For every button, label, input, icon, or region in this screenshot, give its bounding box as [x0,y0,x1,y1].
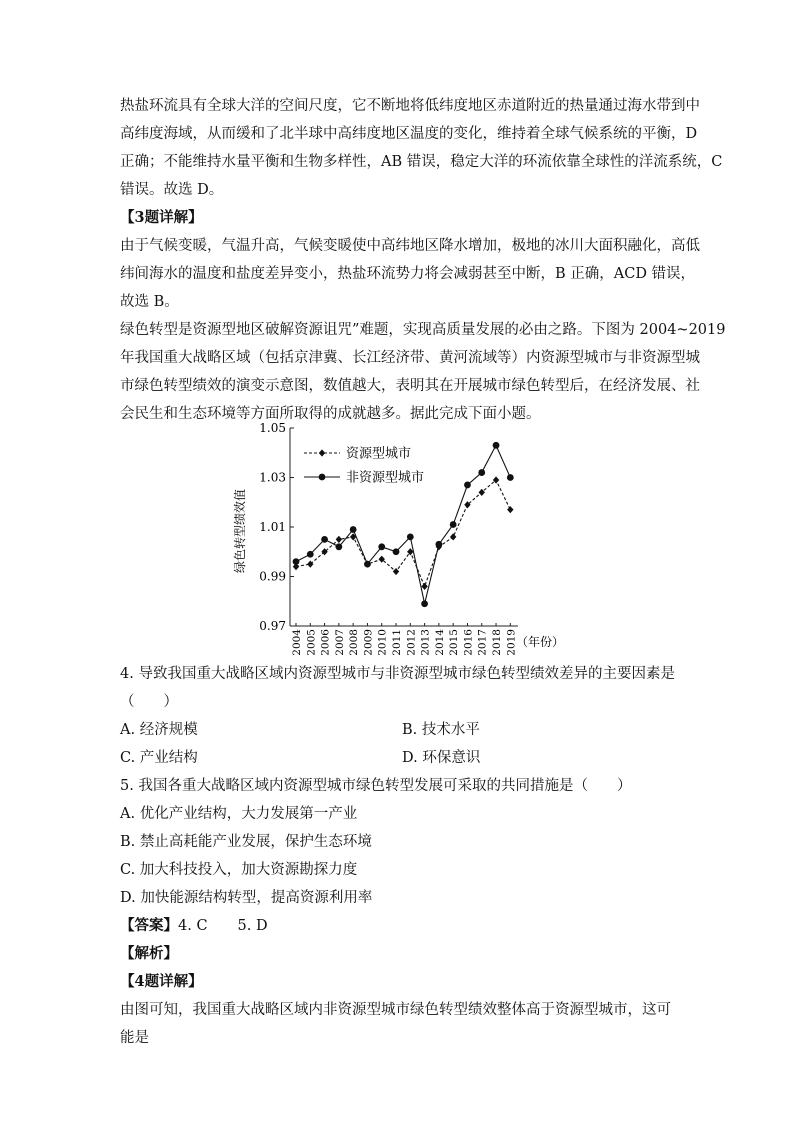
text-line: 热盐环流具有全球大洋的空间尺度，它不断地将低纬度地区赤道附近的热量通过海水带到中 [120,98,700,114]
data-point [421,600,428,607]
q4-heading: 【4题详解】 [120,973,203,990]
data-point [293,558,300,565]
data-point [450,533,456,540]
x-tick-label: 2015 [448,629,461,656]
x-tick-label: 2016 [462,629,475,656]
legend-marker [319,474,326,481]
data-point [336,536,342,543]
data-point [507,506,513,513]
x-tick-label: 2013 [419,629,432,656]
explanation-paragraph-2 [120,232,700,316]
x-tick-label: 2007 [333,629,346,656]
x-tick-label: 2010 [376,629,389,656]
y-axis-label: 绿色转型绩效值 [233,488,247,574]
answer-5: 5. D [237,918,268,934]
text-line: 年我国重大战略区域（包括京津冀、长江经济带、黄河流域等）内资源型城市与非资源型城 [120,350,700,366]
x-tick-label: 2004 [291,629,303,656]
data-point [435,541,442,548]
option-c[interactable]: C. 产业结构 [120,750,198,766]
option-c[interactable]: C. 加大科技投入，加大资源勘探力度 [120,862,358,878]
question-4-options-row-1 [120,716,680,744]
x-tick-label: 2019 [505,629,518,656]
text-line: 会民生和生态环境等方面所取得的成就越多。据此完成下面小题。 [120,406,541,422]
data-point [364,561,371,568]
option-d[interactable]: D. 加快能源结构转型，提高资源利用率 [120,890,373,906]
data-point [450,521,457,528]
x-tick-label: 2006 [319,629,332,656]
y-tick-label: 1.05 [259,421,286,435]
data-point [307,551,314,558]
x-tick-label: 2017 [476,629,489,656]
data-point [393,548,400,555]
data-point [350,526,357,533]
data-point [335,543,342,550]
data-point [407,534,414,541]
text-line: （ ） [120,694,178,710]
legend-marker [319,449,325,456]
text-line: 正确；不能维持水量平衡和生物多样性，AB 错误，稳定大洋的环流依靠全球性的洋流系统，C [120,154,723,170]
question-5-stem: 5. 我国各重大战略区域内资源型城市绿色转型发展可采取的共同措施是（ ） [120,778,632,794]
y-tick-label: 1.01 [259,520,286,534]
option-b[interactable]: B. 技术水平 [402,722,480,738]
series-line-2 [296,445,510,603]
x-tick-label: 2005 [305,629,318,656]
analysis-heading: 【解析】 [120,945,178,962]
x-tick-label: 2018 [491,629,504,656]
explanation-paragraph-1 [120,92,723,204]
answer-label: 【答案】 [120,917,178,934]
series-line-1 [296,480,510,586]
y-tick-label: 1.03 [259,470,286,485]
answer-line [120,912,680,940]
text-line: 故选 B。 [120,294,179,310]
q3-heading: 【3题详解】 [120,209,203,226]
answer-4: 4. C [178,918,208,934]
chart-legend [304,446,424,486]
data-point [378,543,385,550]
legend-label: 非资源型城市 [346,470,425,486]
option-a[interactable]: A. 优化产业结构，大力发展第一产业 [120,806,358,822]
x-tick-label: 2011 [391,629,404,656]
data-point [464,482,471,489]
data-point [507,474,514,481]
y-tick-label: 0.97 [259,619,286,633]
text-line: 由于气候变暖，气温升高，气候变暖使中高纬地区降水增加，极地的冰川大面积融化，高低 [120,238,700,254]
option-b[interactable]: B. 禁止高耗能产业发展，保护生态环境 [120,834,372,850]
option-a[interactable]: A. 经济规模 [120,722,198,738]
text-line: 高纬度海域，从而缓和了北半球中高纬度地区温度的变化，维持着全球气候系统的平衡，D [120,126,698,142]
text-line: 4. 导致我国重大战略区域内资源型城市与非资源型城市绿色转型绩效差异的主要因素是 [120,666,675,682]
text-line: 纬间海水的温度和盐度差异变小，热盐环流势力将会减弱甚至中断，B 正确，ACD 错误， [120,266,696,282]
text-line: 绿色转型是资源型地区破解资源诅咒”难题，实现高质量发展的必由之路。下图为 2004~2019 [120,322,726,338]
x-tick-label: 2012 [405,629,418,656]
x-tick-label: 2014 [433,629,446,656]
y-tick-label: 0.99 [259,569,286,584]
question-4-stem [120,660,680,716]
green-transition-chart [220,418,590,658]
question-4-options-row-2 [120,744,680,772]
x-axis-unit: （年份） [516,635,565,649]
data-point [421,583,427,590]
question-intro [120,316,726,428]
text-line: 市绿色转型绩效的演变示意图，数值越大，表明其在开展城市绿色转型后，在经济发展、社 [120,378,700,394]
data-point [493,442,500,449]
x-tick-label: 2009 [362,629,375,656]
chart-series [293,442,514,607]
option-d[interactable]: D. 环保意识 [402,750,481,766]
x-tick-label: 2008 [348,629,361,656]
explanation-line: 由图可知，我国重大战略区域内非资源型城市绿色转型绩效整体高于资源型城市，这可能是 [120,1002,671,1046]
text-line: 错误。故选 D。 [120,182,224,198]
legend-label: 资源型城市 [346,446,412,462]
data-point [478,469,485,476]
data-point [393,568,399,575]
data-point [321,536,328,543]
